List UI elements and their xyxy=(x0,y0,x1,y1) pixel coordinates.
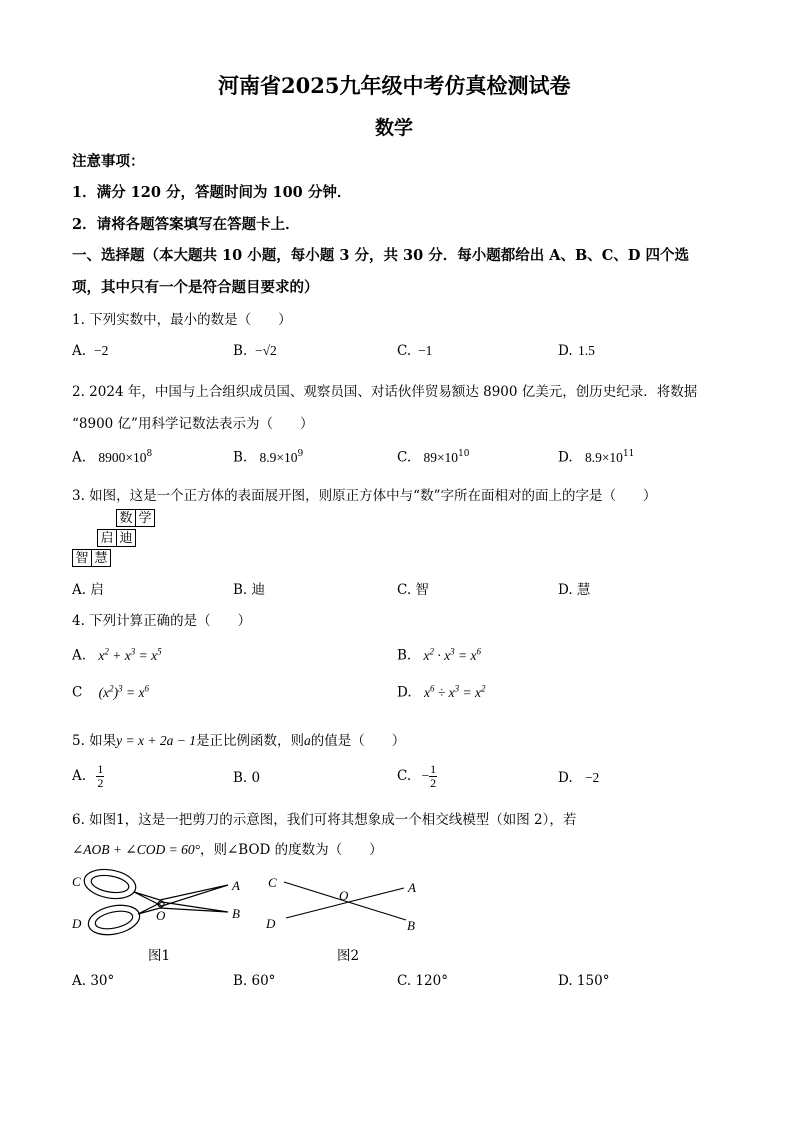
net-cell-qi: 启 xyxy=(97,529,117,547)
q3-stem: 3. 如图，这是一个正方体的表面展开图，则原正方体中与“数”字所在面相对的面上的字是（ ） xyxy=(72,488,657,504)
q1-option-b-label: B. xyxy=(233,343,248,359)
fig1-label-d: D xyxy=(72,916,82,931)
q5-option-c-sign: − xyxy=(421,768,430,783)
q6-condition: ∠AOB + ∠COD = 60° xyxy=(72,842,200,857)
q5-option-d-label: D. xyxy=(558,770,573,786)
fig1-label-o: O xyxy=(156,908,166,923)
q5-option-a-label: A. xyxy=(72,768,87,784)
q2-option-d-exp: 11 xyxy=(622,449,635,459)
q4-option-b-expr: $x^2 \cdot x^3 = x^6$ xyxy=(423,646,481,663)
q5-option-b: B. 0 xyxy=(233,770,261,786)
q2-option-c-exp: 10 xyxy=(458,449,470,459)
fig1-caption: 图1 xyxy=(148,948,171,964)
q5-option-c-label: C. xyxy=(397,768,412,784)
q2-option-b-exp: 9 xyxy=(297,449,304,459)
q2-option-c-value: 89×10 xyxy=(423,449,459,465)
q1-option-a-value: −2 xyxy=(94,343,109,358)
q4-option-d xyxy=(397,683,485,701)
net-cell-hui: 慧 xyxy=(91,549,111,567)
fig2-caption: 图2 xyxy=(337,948,360,964)
q5-option-a xyxy=(72,763,104,790)
net-cell-di: 迪 xyxy=(116,529,136,547)
q2-stem-line2: “8900 亿”用科学记数法表示为（ ） xyxy=(72,416,314,432)
q6-option-d: D. 150° xyxy=(558,973,610,989)
cube-net-figure xyxy=(72,509,162,569)
q1-option-c-value: −1 xyxy=(418,343,433,358)
q2-option-b-value: 8.9×10 xyxy=(259,449,298,465)
q5-stem-part-b: 是正比例函数，则 xyxy=(196,733,304,749)
note-item-2: 2．请将各题答案填写在答题卡上． xyxy=(72,216,300,233)
q2-option-c-label: C. xyxy=(397,449,412,466)
net-cell-xue: 学 xyxy=(135,509,155,527)
q5-stem-part-c: 的值是（ ） xyxy=(310,733,406,749)
q5-option-d-value: −2 xyxy=(584,770,600,785)
fig1-label-a: A xyxy=(232,878,240,893)
intersecting-lines-figure xyxy=(262,870,422,940)
section-heading-line2: 项，其中只有一个是符合题目要求的） xyxy=(72,279,319,296)
q6-option-c: C. 120° xyxy=(397,973,448,989)
q4-stem: 4. 下列计算正确的是（ ） xyxy=(72,613,252,629)
fig2-label-d: D xyxy=(266,916,276,931)
q2-option-a-value: 8900×10 xyxy=(98,449,147,465)
q3-option-b: B. 迪 xyxy=(233,582,266,598)
subject-title: 数学 xyxy=(375,117,414,139)
q2-option-a-label: A. xyxy=(72,449,87,466)
q3-option-c: C. 智 xyxy=(397,582,429,598)
q5-option-c xyxy=(397,763,437,790)
section-heading-line1: 一、选择题（本大题共 10 小题，每小题 3 分，共 30 分．每小题都给出 A、B、C、D 四个选 xyxy=(72,247,689,264)
q1-option-d-label: D. xyxy=(558,343,573,359)
q5-option-c-fraction: $\frac{1}{2}$ xyxy=(430,762,437,790)
q4-option-a xyxy=(72,646,162,664)
q6-stem-line2 xyxy=(72,838,383,858)
q1-option-c-label: C. xyxy=(397,343,412,359)
q2-option-c xyxy=(397,449,470,466)
q6-option-b: B. 60° xyxy=(233,973,276,989)
q2-option-b xyxy=(233,449,303,466)
fig1-label-c: C xyxy=(72,874,81,889)
q2-option-d-value: 8.9×10 xyxy=(584,449,623,465)
q4-option-c-label: C xyxy=(72,684,83,701)
q2-option-a xyxy=(72,449,152,466)
net-cell-shu: 数 xyxy=(116,509,136,527)
q1-stem: 1. 下列实数中，最小的数是（ ） xyxy=(72,312,292,328)
q5-stem-part-a: 5. 如果 xyxy=(72,733,117,749)
q4-option-c xyxy=(72,683,149,701)
q4-option-b xyxy=(397,646,481,664)
q4-option-c-expr: $(x^2)^3 = x^6$ xyxy=(98,683,149,700)
q4-option-a-expr: $x^2 + x^3 = x^5$ xyxy=(98,646,162,663)
notes-heading: 注意事项： xyxy=(72,153,145,170)
fig2-label-b: B xyxy=(407,918,415,933)
q3-option-a: A. 启 xyxy=(72,582,104,598)
fig1-label-b: B xyxy=(232,906,240,921)
q5-stem xyxy=(72,729,405,749)
q1-option-b-value: −√2 xyxy=(255,343,277,358)
q6-option-a: A. 30° xyxy=(72,973,115,989)
scissors-figure xyxy=(70,862,260,942)
q4-option-a-label: A. xyxy=(72,647,87,664)
q4-option-b-label: B. xyxy=(397,647,412,664)
q5-option-a-fraction: $\frac{1}{2}$ xyxy=(97,762,104,790)
q6-stem-line1: 6. 如图1，这是一把剪刀的示意图，我们可将其想象成一个相交线模型（如图 2），若 xyxy=(72,812,577,828)
q5-option-d xyxy=(558,770,599,786)
q6-stem-text: ，则∠BOD 的度数为（ ） xyxy=(200,842,383,858)
q2-option-b-label: B. xyxy=(233,449,248,466)
q2-option-a-exp: 8 xyxy=(146,449,153,459)
q2-option-d xyxy=(558,449,634,466)
exam-title: 河南省2025九年级中考仿真检测试卷 xyxy=(218,73,571,98)
q4-option-d-expr: $x^6 \div x^3 = x^2$ xyxy=(423,683,486,700)
note-item-1: 1．满分 120 分，答题时间为 100 分钟． xyxy=(72,184,352,201)
fig2-label-c: C xyxy=(268,875,277,890)
q1-option-a-label: A. xyxy=(72,343,87,359)
q2-option-d-label: D. xyxy=(558,449,573,466)
net-cell-zhi: 智 xyxy=(72,549,92,567)
q3-option-d: D. 慧 xyxy=(558,582,591,598)
q4-option-d-label: D. xyxy=(397,684,412,701)
fig2-label-o: O xyxy=(339,888,349,903)
fig2-label-a: A xyxy=(408,880,416,895)
q2-stem-line1: 2. 2024 年，中国与上合组织成员国、观察员国、对话伙伴贸易额达 8900 亿美元，创历史纪录．将数据 xyxy=(72,384,698,400)
q1-option-d-value: 1.5 xyxy=(578,343,595,358)
q5-variable: a xyxy=(304,733,311,748)
q5-equation: y = x + 2a − 1 xyxy=(116,733,196,748)
